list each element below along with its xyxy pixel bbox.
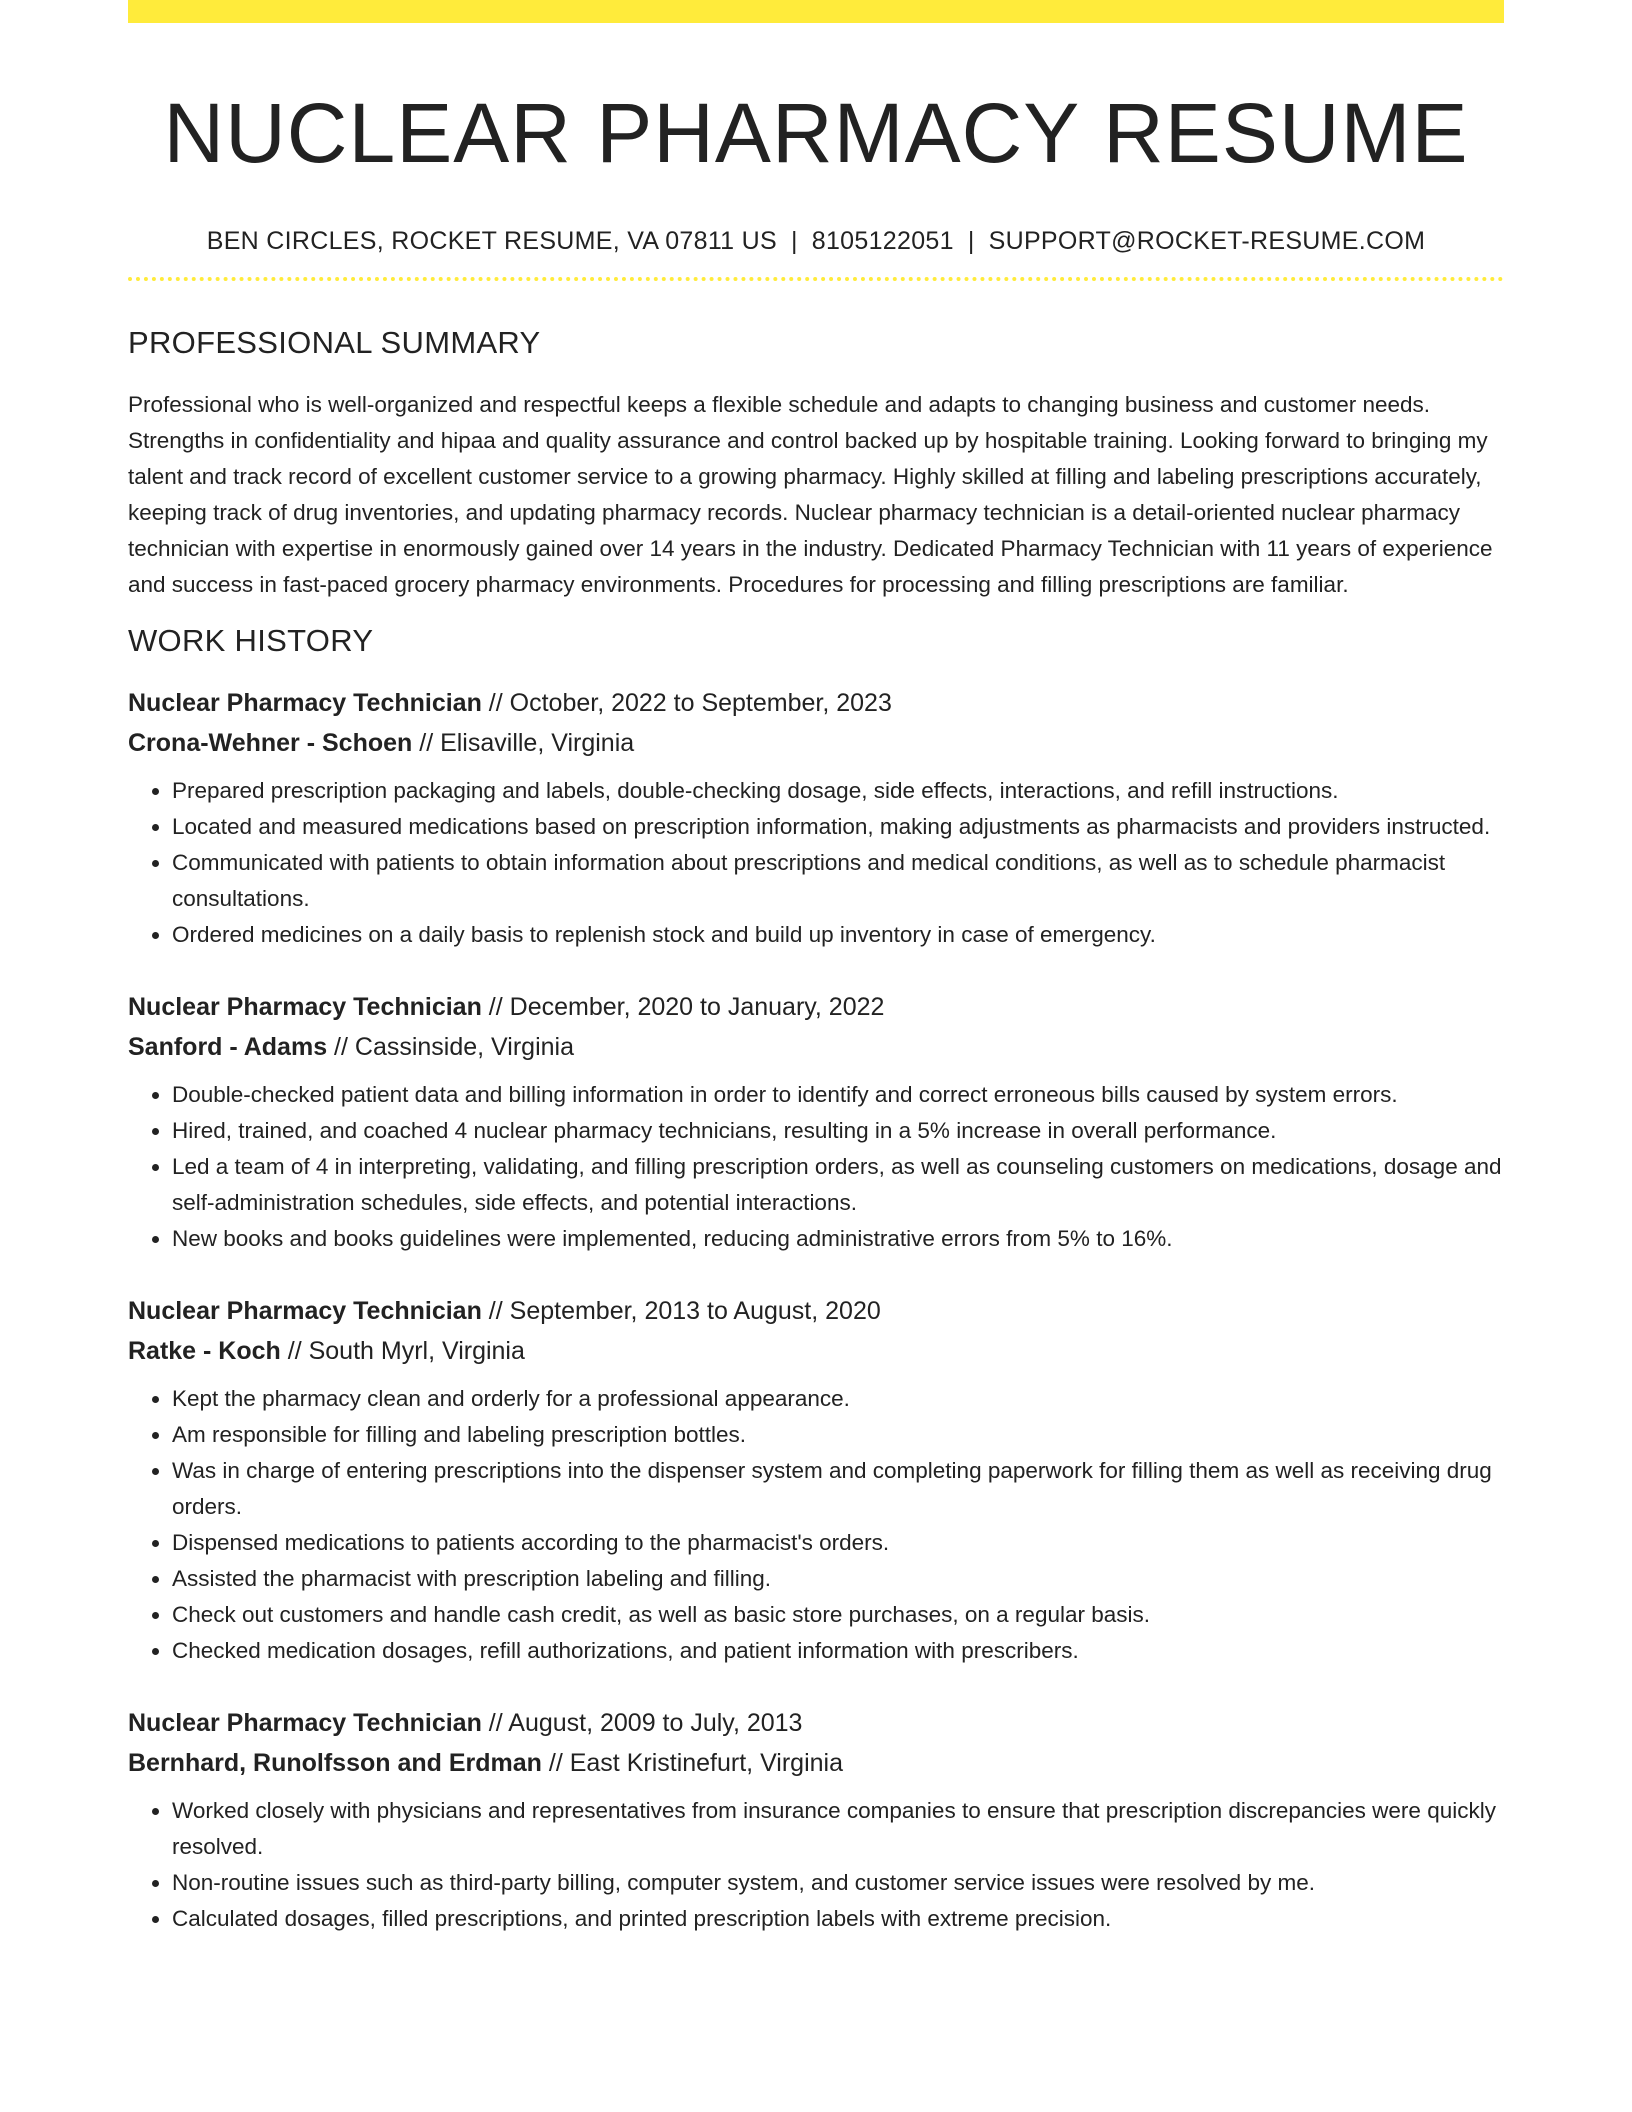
job-role-line [128,1703,1504,1743]
list-item: • Check out customers and handle cash credit, as well as basic store purchases, on a regular basis. [172,1597,1504,1633]
job-company: Bernhard, Runolfsson and Erdman [128,1749,542,1777]
list-item: • Was in charge of entering prescriptions into the dispenser system and completing paperwork for filling them as well as receiving drug orders. [172,1453,1504,1525]
summary-text: Professional who is well-organized and respectful keeps a flexible schedule and adapts to changing business and customer needs. Strengths in confidentiality and hipaa and quality assurance and control backed up by hospitable training. Looking forward to bringing my talent and track record of excellent customer service to a growing pharmacy. Highly skilled at filling and labeling prescriptions accurately, keeping track of drug inventories, and updating pharmacy records. Nuclear pharmacy technician is a detail-oriented nuclear pharmacy technician with expertise in enormously gained over 14 years in the industry. Dedicated Pharmacy Technician with 11 years of experience and success in fast-paced grocery pharmacy environments. Procedures for processing and filling prescriptions are familiar. [128,392,1493,597]
list-item: • Hired, trained, and coached 4 nuclear pharmacy technicians, resulting in a 5% increase in overall performance. [172,1113,1504,1149]
job-bullets [128,1077,1504,1257]
job-dates: // October, 2022 to September, 2023 [481,689,892,717]
contact-line [128,225,1504,257]
job-company-line [128,1743,1504,1783]
list-item: • New books and books guidelines were implemented, reducing administrative errors from 5% to 16%. [172,1221,1504,1257]
job-company-line [128,723,1504,763]
contact-separator: | [790,227,798,255]
job-company: Sanford - Adams [128,1033,328,1061]
job-entry [128,987,1504,1257]
list-item: • Worked closely with physicians and representatives from insurance companies to ensure that prescription discrepancies were quickly resolved. [172,1793,1504,1865]
resume-title: NUCLEAR PHARMACY RESUME [163,86,1469,180]
job-role-line [128,1291,1504,1331]
list-item: • Prepared prescription packaging and labels, double-checking dosage, side effects, interactions, and refill instructions. [172,773,1504,809]
job-location: // Cassinside, Virginia [327,1033,574,1061]
job-role: Nuclear Pharmacy Technician [128,689,482,717]
dotted-divider [128,277,1504,281]
list-item: • Double-checked patient data and billing information in order to identify and correct erroneous bills caused by system errors. [172,1077,1504,1113]
job-entry [128,683,1504,953]
list-item: • Checked medication dosages, refill authorizations, and patient information with prescribers. [172,1633,1504,1669]
contact-address: BEN CIRCLES, ROCKET RESUME, VA 07811 US [206,227,777,255]
job-company: Crona-Wehner - Schoen [128,729,413,757]
list-item: • Led a team of 4 in interpreting, validating, and filling prescription orders, as well as counseling customers on medications, dosage and self-administration schedules, side effects, and potential interactions. [172,1149,1504,1221]
list-item: • Am responsible for filling and labeling prescription bottles. [172,1417,1504,1453]
job-role: Nuclear Pharmacy Technician [128,1709,482,1737]
job-bullets [128,1381,1504,1669]
work-history-heading: WORK HISTORY [128,623,374,658]
job-dates: // December, 2020 to January, 2022 [481,993,885,1021]
contact-email: SUPPORT@ROCKET-RESUME.COM [988,227,1426,255]
work-history-list [128,683,1504,1937]
list-item: • Dispensed medications to patients according to the pharmacist's orders. [172,1525,1504,1561]
contact-phone: 8105122051 [811,227,954,255]
list-item: • Communicated with patients to obtain information about prescriptions and medical conditions, as well as to schedule pharmacist consultations. [172,845,1504,917]
job-entry [128,1703,1504,1937]
list-item: • Ordered medicines on a daily basis to replenish stock and build up inventory in case of emergency. [172,917,1504,953]
job-entry [128,1291,1504,1669]
list-item: • Kept the pharmacy clean and orderly for a professional appearance. [172,1381,1504,1417]
job-company-line [128,1331,1504,1371]
job-location: // East Kristinefurt, Virginia [541,1749,843,1777]
job-dates: // September, 2013 to August, 2020 [481,1297,881,1325]
job-location: // South Myrl, Virginia [280,1337,525,1365]
job-company-line [128,1027,1504,1067]
accent-bar [128,0,1504,23]
job-bullets [128,773,1504,953]
job-role: Nuclear Pharmacy Technician [128,993,482,1021]
job-bullets [128,1793,1504,1937]
resume-page [128,0,1504,1937]
list-item: • Calculated dosages, filled prescriptions, and printed prescription labels with extreme precision. [172,1901,1504,1937]
job-role: Nuclear Pharmacy Technician [128,1297,482,1325]
job-role-line [128,683,1504,723]
list-item: • Assisted the pharmacist with prescription labeling and filling. [172,1561,1504,1597]
job-role-line [128,987,1504,1027]
list-item: • Non-routine issues such as third-party billing, computer system, and customer service issues were resolved by me. [172,1865,1504,1901]
list-item: • Located and measured medications based on prescription information, making adjustments as pharmacists and providers instructed. [172,809,1504,845]
job-company: Ratke - Koch [128,1337,281,1365]
summary-heading: PROFESSIONAL SUMMARY [128,325,541,360]
job-location: // Elisaville, Virginia [412,729,635,757]
contact-separator: | [967,227,975,255]
job-dates: // August, 2009 to July, 2013 [481,1709,803,1737]
